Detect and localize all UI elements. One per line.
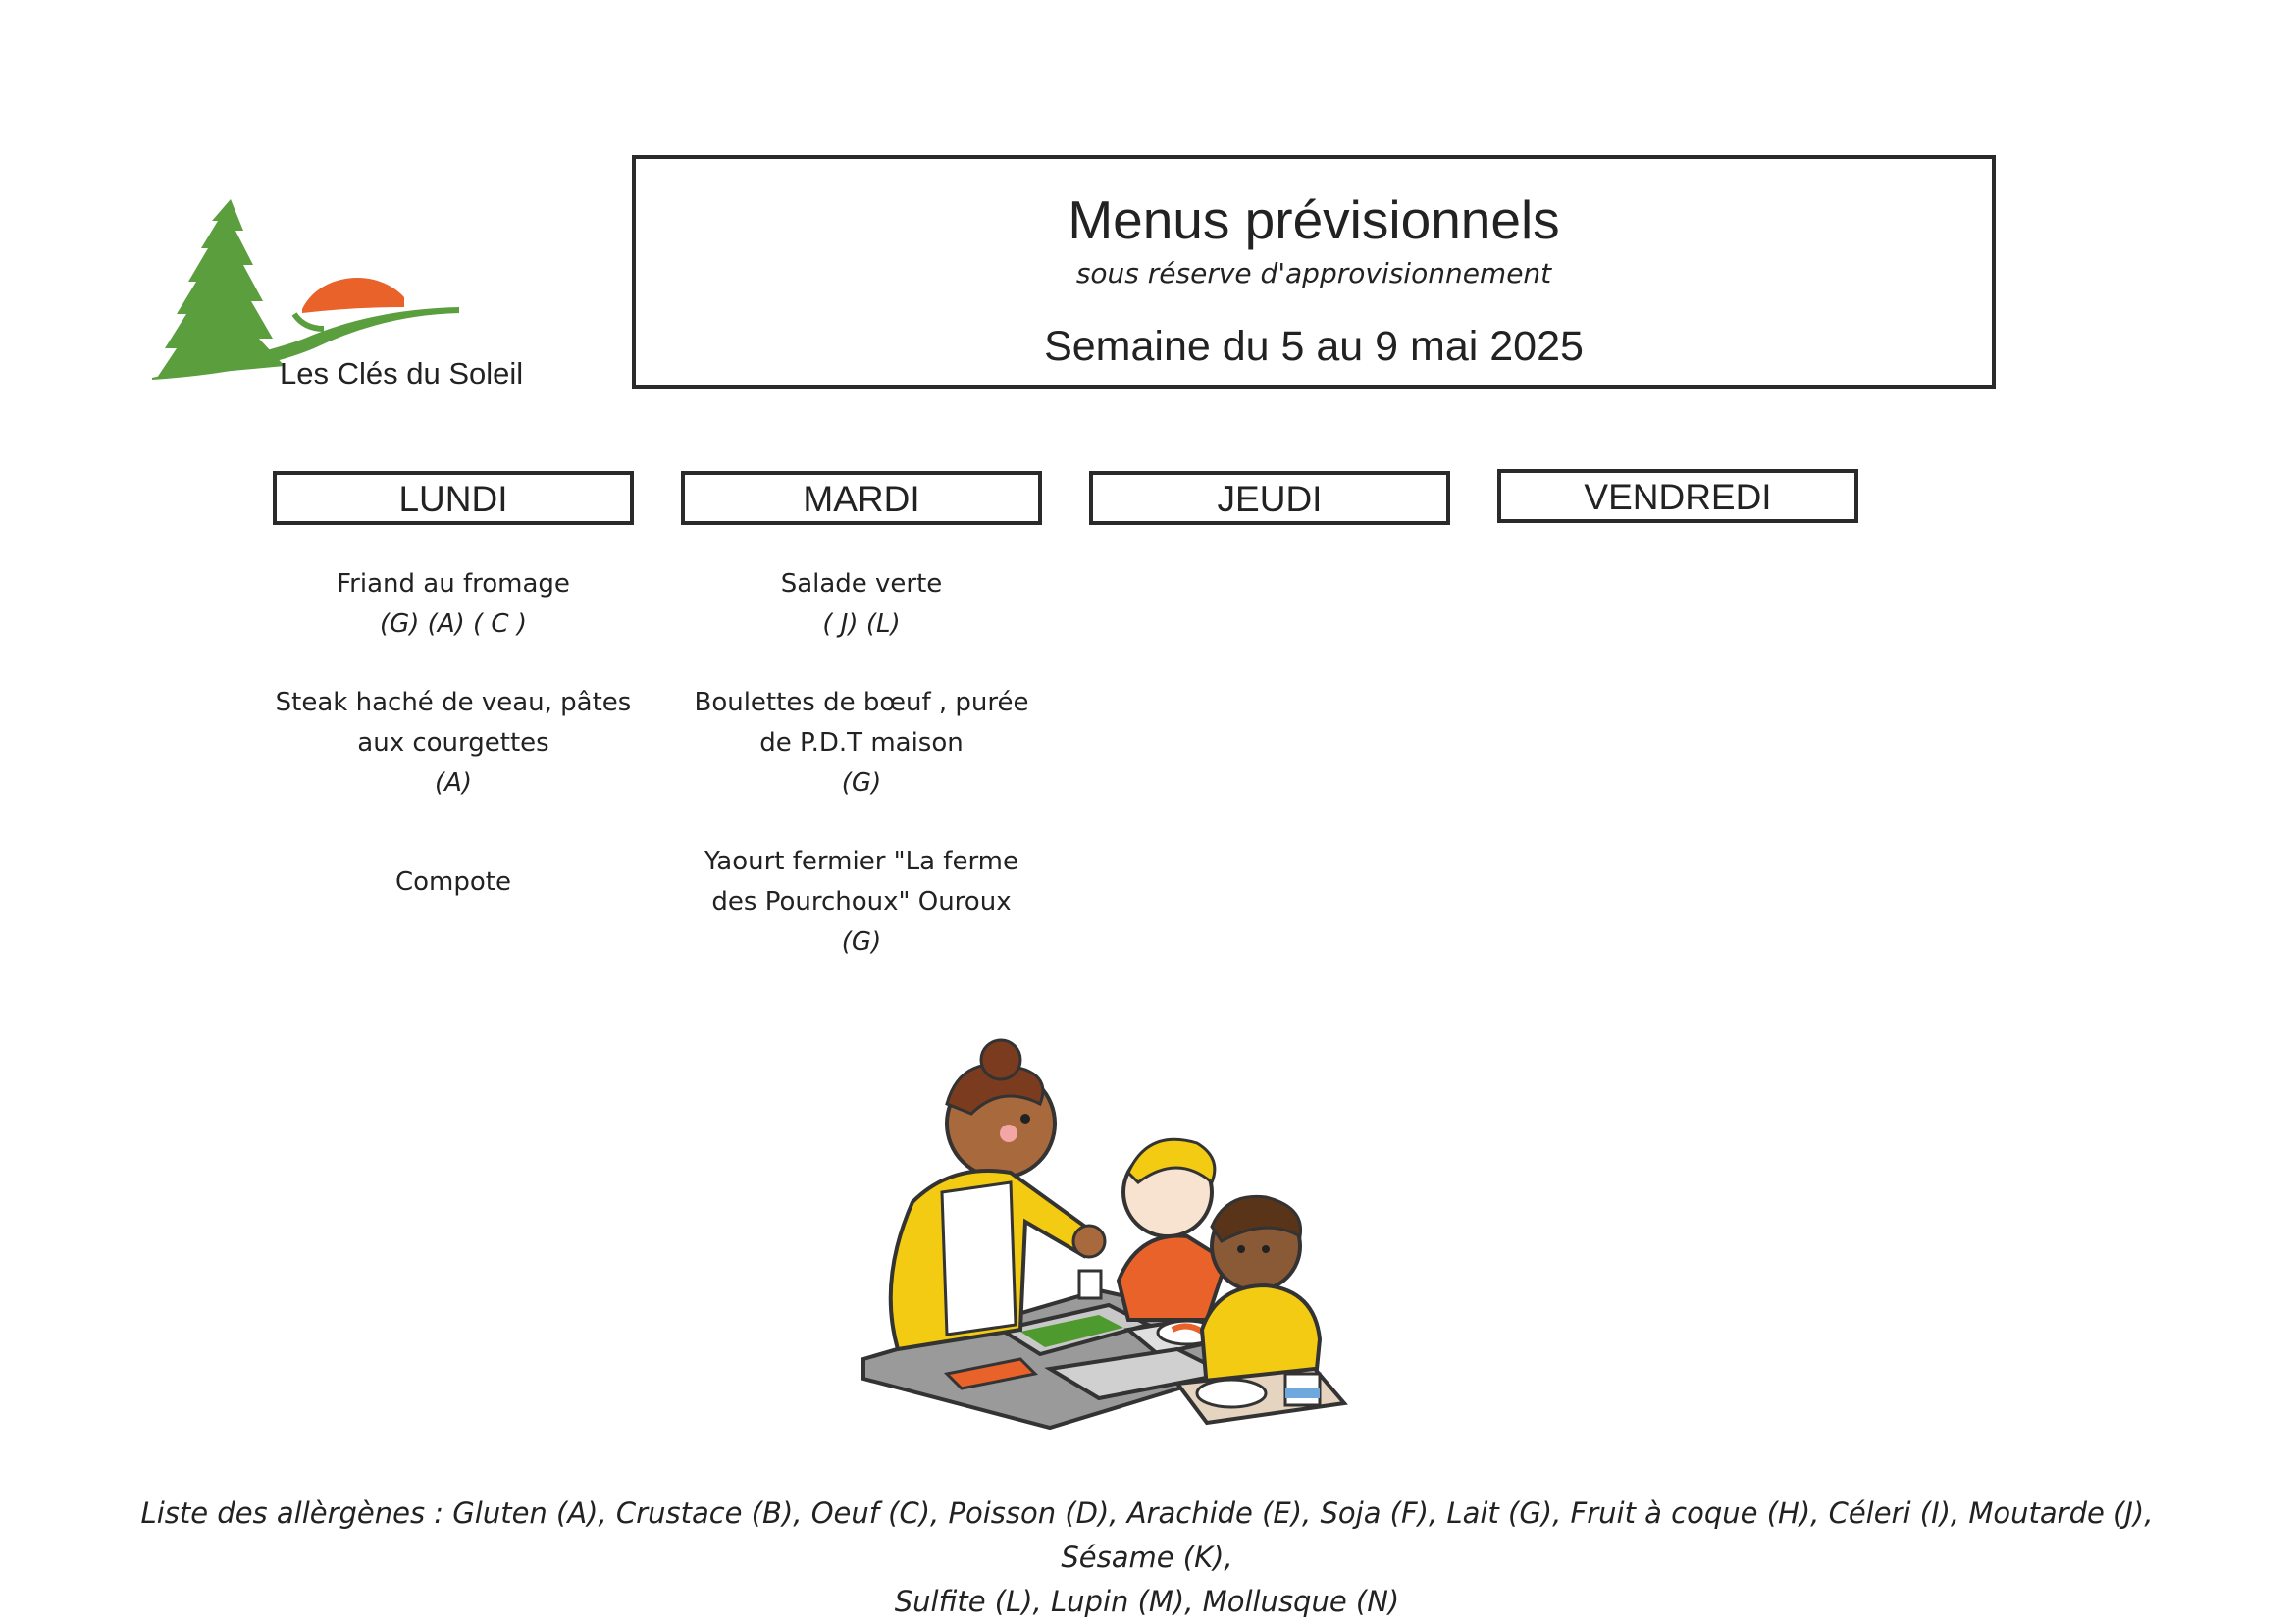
page-subtitle: sous réserve d'approvisionnement [1075,257,1552,289]
cafeteria-illustration-image [854,1035,1452,1447]
logo-name: Les Clés du Soleil [280,356,524,391]
menu-item-name: Steak haché de veau, pâtes aux courgettes [275,688,632,758]
day-header-mardi: MARDI [681,471,1042,525]
menu-item [257,863,650,903]
week-label: Semaine du 5 au 9 mai 2025 [1044,323,1584,370]
menu-item-name: Boulettes de bœuf , purée de P.D.T maison [694,688,1029,758]
menu-item-allergens: (A) [434,768,473,798]
menu-item [665,683,1058,804]
page-title: Menus prévisionnels [1068,189,1560,250]
menu-item-allergens: (G) [841,768,882,798]
day-header-lundi: LUNDI [273,471,634,525]
title-box [632,155,1996,389]
menu-item-allergens: (G) [841,927,882,957]
allergen-list-line1: Liste des allèrgènes : Gluten (A), Crustace (B), Oeuf (C), Poisson (D), Arachide (E), Soja (F), Lait (G), Fruit à coque (H), Céleri (I), Moutarde (J), Sésame (K), [140,1496,2154,1574]
allergen-list-line2: Sulfite (L), Lupin (M), Mollusque (N) [894,1585,1400,1618]
day-header-jeudi: JEUDI [1089,471,1450,525]
menu-item [257,683,650,804]
menu-item [257,564,650,645]
allergen-list [98,1492,2196,1624]
logo [147,191,579,402]
menu-item-name: Salade verte [780,569,943,599]
menu-item-name: Friand au fromage [337,569,570,599]
menu-item-name: Compote [395,867,511,897]
day-header-vendredi: VENDREDI [1497,469,1858,523]
menu-item-allergens: (G) (A) ( C ) [379,609,527,639]
cafeteria-illustration [854,1035,1452,1447]
menu-item-allergens: ( J) (L) [822,609,901,639]
menu-item [665,564,1058,645]
menu-item-name: Yaourt fermier "La ferme des Pourchoux" Ouroux [704,847,1018,917]
menu-item [665,842,1058,963]
